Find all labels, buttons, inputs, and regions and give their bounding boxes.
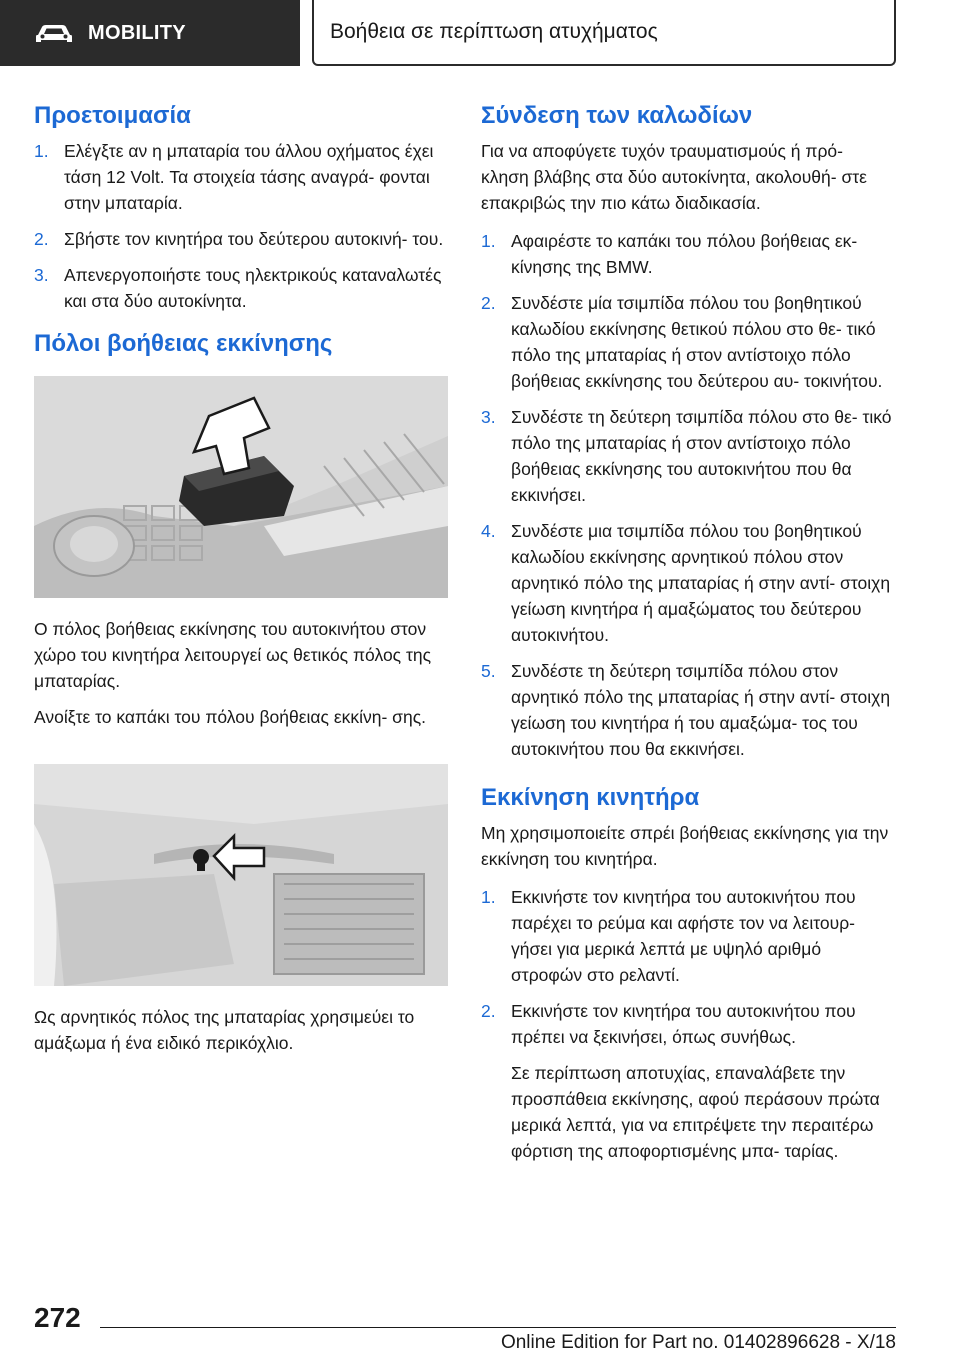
step-text: Απενεργοποιήστε τους ηλεκτρικούς καταναλωτές και στα δύο αυτοκίνητα. bbox=[64, 265, 442, 311]
list-item bbox=[481, 228, 895, 280]
step-number: 1. bbox=[34, 141, 49, 161]
step-number: 1. bbox=[481, 887, 496, 907]
caption-negative-pole: Ως αρνητικός πόλος της μπαταρίας χρησιμεύει το αμάξωμα ή ένα ειδικό περικόχλιο. bbox=[34, 1007, 415, 1053]
footer-divider bbox=[100, 1327, 896, 1328]
list-item bbox=[481, 518, 895, 648]
step-number: 5. bbox=[481, 661, 496, 681]
step-number: 2. bbox=[34, 229, 49, 249]
page-number: 272 bbox=[34, 1302, 81, 1333]
list-item bbox=[481, 404, 895, 508]
step-number: 2. bbox=[481, 1001, 496, 1021]
connect-steps bbox=[481, 228, 895, 762]
step-number: 3. bbox=[481, 407, 496, 427]
list-item bbox=[481, 658, 895, 762]
list-item bbox=[481, 884, 895, 988]
step-text: Συνδέστε τη δεύτερη τσιμπίδα πόλου στο θε‐ τικό πόλο της μπαταρίας ή στον αντίστοιχο πόλο βοήθειας εκκίνησης του αυτοκινήτου που θα εκκινήσει. bbox=[511, 407, 892, 505]
section-label: MOBILITY bbox=[88, 21, 186, 44]
list-item bbox=[34, 138, 448, 216]
start-steps bbox=[481, 884, 895, 1164]
connect-intro: Για να αποφύγετε τυχόν τραυματισμούς ή πρό‐ κληση βλάβης στα δύο αυτοκίνητα, ακολουθή‐ στε επακριβώς την πιο κάτω διαδικασία. bbox=[481, 141, 867, 213]
list-item bbox=[481, 290, 895, 394]
connect-heading: Σύνδεση των καλωδίων bbox=[481, 102, 753, 129]
edition-text: Online Edition for Part no. 01402896628 - X/18 bbox=[500, 1332, 896, 1353]
start-heading: Εκκίνηση κινητήρα bbox=[481, 784, 700, 811]
step-text: Εκκινήστε τον κινητήρα του αυτοκινήτου που παρέχει το ρεύμα και αφήστε τον να λειτουρ‐ γήσει για μερικά λεπτά με υψηλό αριθμό στροφών στο ρελαντί. bbox=[511, 887, 856, 985]
list-item bbox=[34, 226, 448, 252]
start-intro: Μη χρησιμοποιείτε σπρέι βοήθειας εκκίνησης για την εκκίνηση του κινητήρα. bbox=[481, 823, 889, 869]
section-tab bbox=[0, 0, 300, 66]
caption-open-cap: Ανοίξτε το καπάκι του πόλου βοήθειας εκκίνη‐ σης. bbox=[34, 707, 427, 727]
poles-heading: Πόλοι βοήθειας εκκίνησης bbox=[34, 330, 333, 357]
engine-bay-photo-positive-pole bbox=[34, 376, 448, 598]
step-text: Αφαιρέστε το καπάκι του πόλου βοήθειας εκ‐ κίνησης της BMW. bbox=[511, 231, 858, 277]
step-text: Συνδέστε μια τσιμπίδα πόλου του βοηθητικού καλωδίου εκκίνησης αρνητικού πόλου στον αρνητικό πόλο της μπαταρίας ή στην αντί‐ στοιχη γείωση κινητήρα ή αμαξώματος του δεύτερου αυτοκινήτου. bbox=[511, 521, 891, 645]
chapter-title: Βοήθεια σε περίπτωση ατυχήματος bbox=[330, 20, 658, 43]
step-text: Σβήστε τον κινητήρα του δεύτερου αυτοκινή‐ του. bbox=[64, 229, 444, 249]
prep-steps bbox=[34, 138, 448, 314]
list-item bbox=[481, 998, 895, 1164]
page-header bbox=[0, 0, 960, 66]
step-text: Εκκινήστε τον κινητήρα του αυτοκινήτου που πρέπει να ξεκινήσει, όπως συνήθως. bbox=[511, 1001, 856, 1047]
right-column bbox=[481, 100, 895, 1174]
step-extra-text: Σε περίπτωση αποτυχίας, επαναλάβετε την προσπάθεια εκκίνησης, αφού περάσουν πρώτα μερικά λεπτά, για να επιτρέψετε την περαιτέρω φόρτιση της αποφορτισμένης μπα‐ ταρίας. bbox=[511, 1063, 880, 1161]
step-body bbox=[511, 998, 895, 1164]
step-number: 3. bbox=[34, 265, 49, 285]
list-item bbox=[34, 262, 448, 314]
step-text: Ελέγξτε αν η μπαταρία του άλλου οχήματος έχει τάση 12 Volt. Τα στοιχεία τάσης αναγρά‐ φονται στην μπαταρία. bbox=[64, 141, 434, 213]
step-number: 4. bbox=[481, 521, 496, 541]
engine-bay-photo-negative-pole bbox=[34, 764, 448, 986]
step-text: Συνδέστε μία τσιμπίδα πόλου του βοηθητικού καλωδίου εκκίνησης θετικού πόλου στο θε‐ τικό πόλο της μπαταρίας ή στον αντίστοιχο πόλο βοήθειας εκκίνησης του δεύτερου αυ‐ τοκινήτου. bbox=[511, 293, 883, 391]
car-icon bbox=[34, 21, 74, 45]
left-column bbox=[34, 100, 448, 1066]
chapter-tab bbox=[312, 0, 896, 66]
step-text: Συνδέστε τη δεύτερη τσιμπίδα πόλου στον αρνητικό πόλο της μπαταρίας ή στην αντί‐ στοιχη γείωση του κινητήρα ή του αμαξώμα‐ τος του αυτοκινήτου που θα εκκινήσει. bbox=[511, 661, 891, 759]
prep-heading: Προετοιμασία bbox=[34, 102, 191, 129]
step-number: 1. bbox=[481, 231, 496, 251]
caption-positive-pole: Ο πόλος βοήθειας εκκίνησης του αυτοκινήτου στον χώρο του κινητήρα λειτουργεί ως θετικός πόλος της μπαταρίας. bbox=[34, 619, 432, 691]
step-number: 2. bbox=[481, 293, 496, 313]
